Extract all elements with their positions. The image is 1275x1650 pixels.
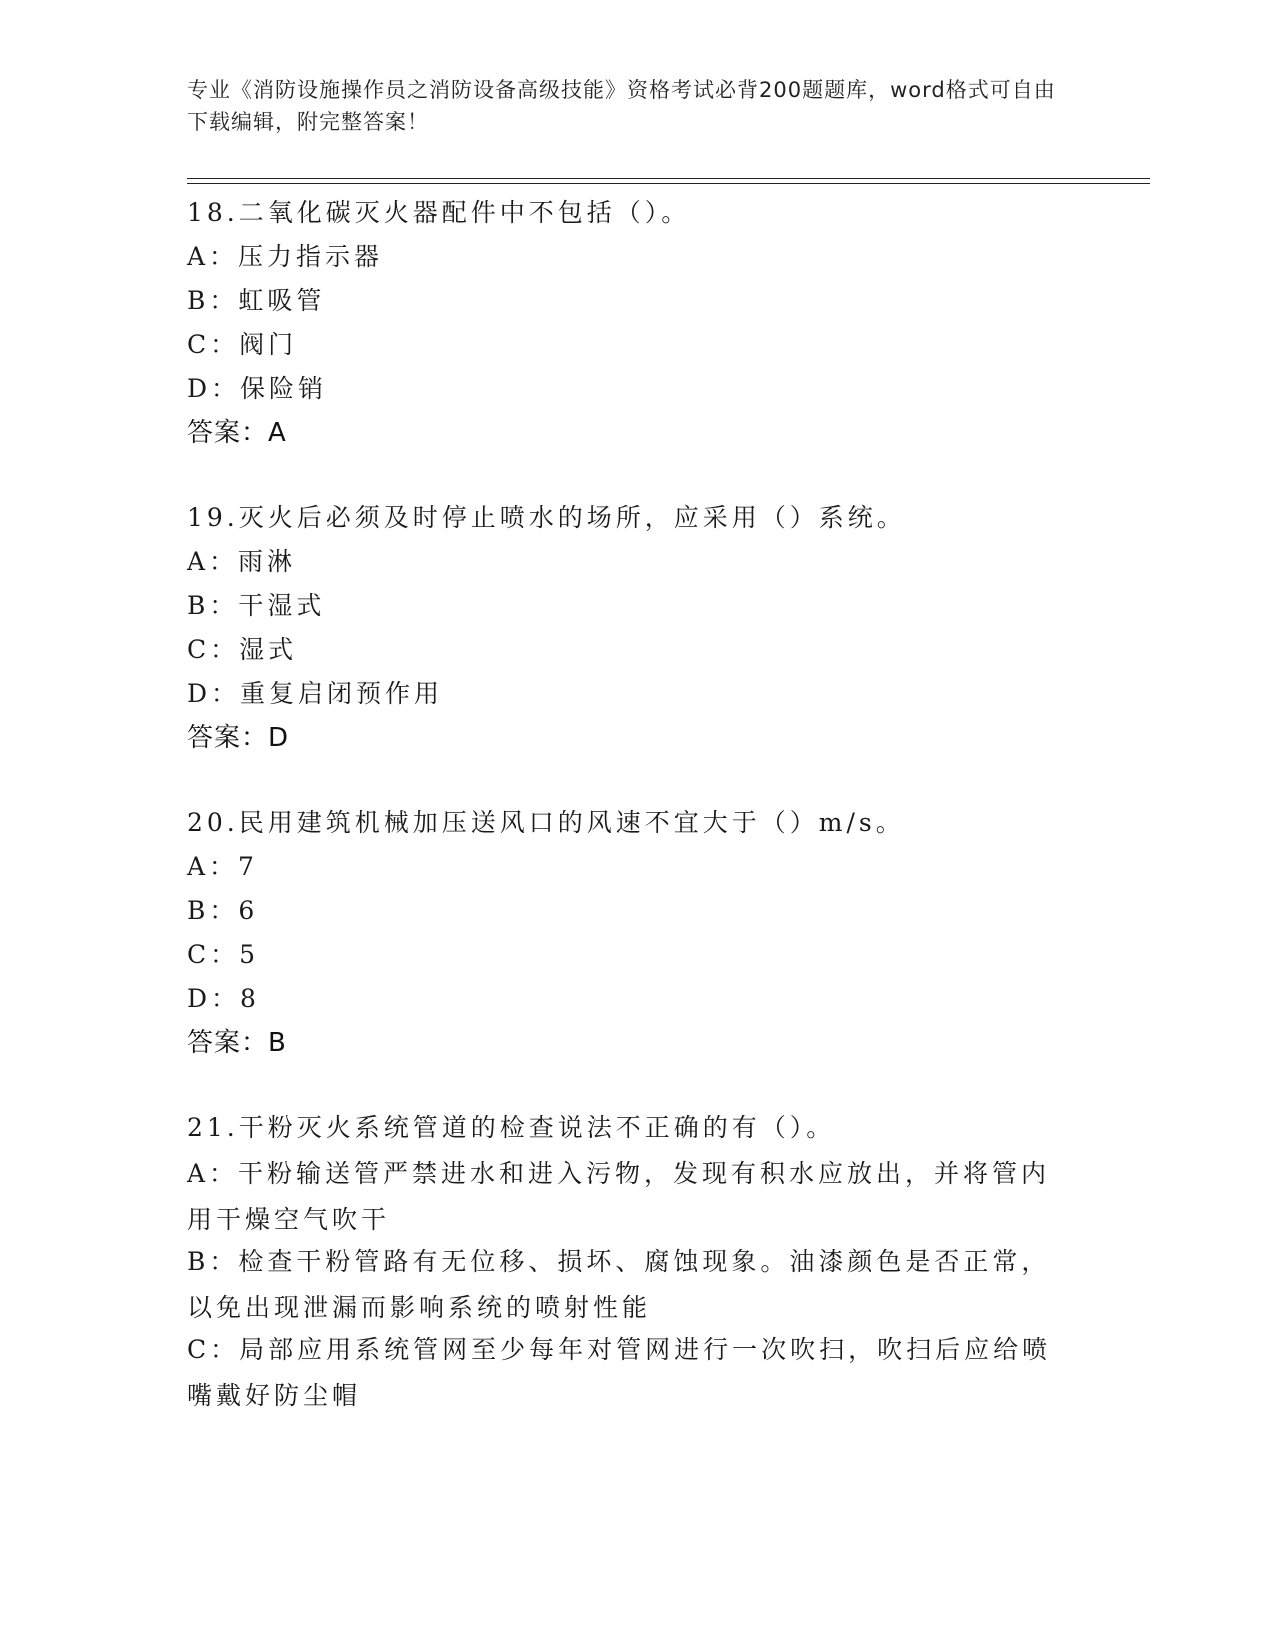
question-20-option-b: B：6 [187,896,259,925]
question-18-option-b: B：虹吸管 [187,286,326,315]
question-19-answer: 答案：D [187,723,290,753]
question-19-option-c: C：湿式 [187,635,298,664]
question-18-stem: 18.二氧化碳灭火器配件中不包括（）。 [187,198,691,227]
question-20-option-a: A：7 [187,852,258,881]
question-20-option-d: D：8 [187,984,260,1013]
question-19-option-b: B：干湿式 [187,591,326,620]
question-19-option-a: A：雨淋 [187,547,297,576]
question-21-stem: 21.干粉灭火系统管道的检查说法不正确的有（）。 [187,1113,836,1142]
question-18-answer: 答案：A [187,418,287,448]
header-divider-bottom [187,183,1150,184]
question-21-option-b: B：检查干粉管路有无位移、损坏、腐蚀现象。油漆颜色是否正常，以免出现泄漏而影响系统的喷射性能 [187,1247,1051,1322]
question-19-option-d: D：重复启闭预作用 [187,679,444,708]
question-20-option-c: C：5 [187,940,260,969]
question-18-option-d: D：保险销 [187,374,328,403]
question-20-answer: 答案：B [187,1028,287,1058]
question-18-option-c: C：阀门 [187,330,298,359]
question-21-option-a: A：干粉输送管严禁进水和进入污物，发现有积水应放出，并将管内用干燥空气吹干 [187,1159,1051,1234]
question-18-option-a: A：压力指示器 [187,242,384,271]
header-divider-top [187,178,1150,179]
question-20-stem: 20.民用建筑机械加压送风口的风速不宜大于（）m/s。 [187,808,905,837]
question-21-option-c: C：局部应用系统管网至少每年对管网进行一次吹扫，吹扫后应给喷嘴戴好防尘帽 [187,1335,1052,1410]
question-19-stem: 19.灭火后必须及时停止喷水的场所，应采用（）系统。 [187,503,906,532]
document-header: 专业《消防设施操作员之消防设备高级技能》资格考试必背200题题库，word格式可自由下载编辑，附完整答案！ [187,78,1056,134]
